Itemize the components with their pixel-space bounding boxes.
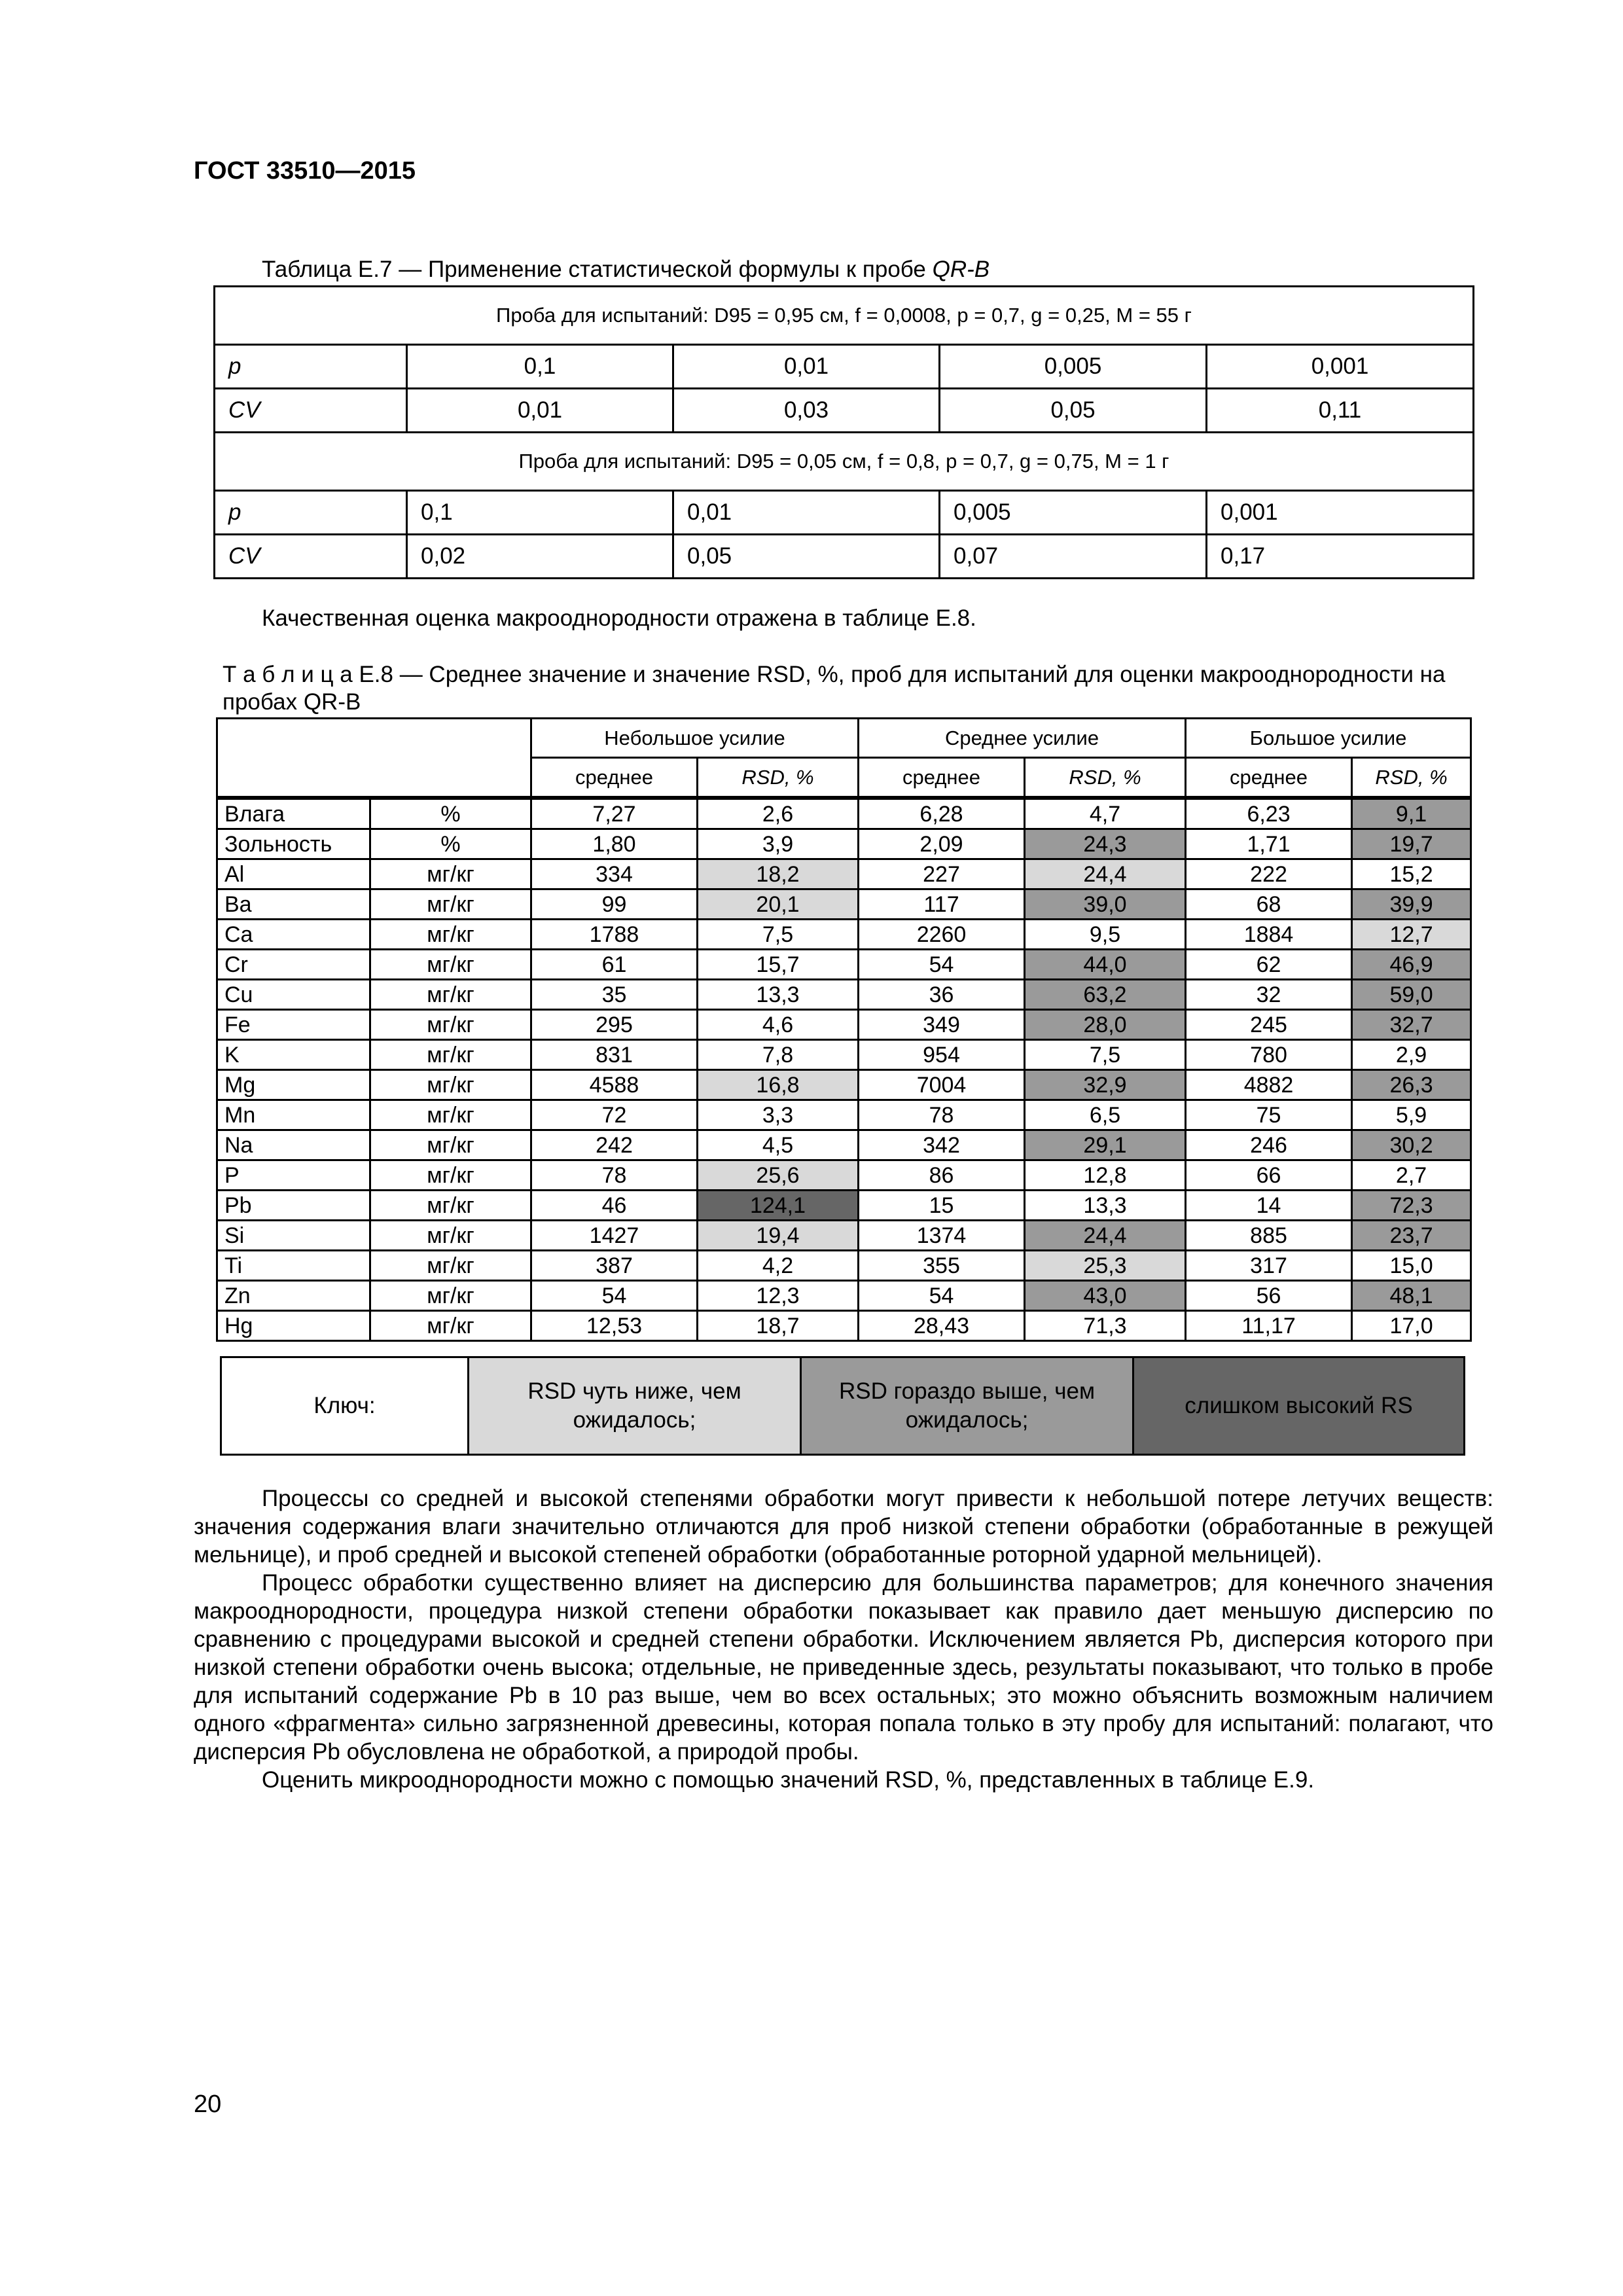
table-cell: 0,005	[940, 345, 1207, 389]
table-cell: 54	[859, 1281, 1025, 1311]
table-cell: 11,17	[1186, 1311, 1352, 1341]
table-e8	[216, 717, 1472, 1342]
table-cell: 355	[859, 1251, 1025, 1281]
table-cell: 4588	[531, 1070, 698, 1100]
table-cell: 75	[1186, 1100, 1352, 1130]
table-cell: 9,1	[1352, 798, 1471, 829]
table-cell: 28,0	[1025, 1010, 1186, 1040]
table-cell: 0,02	[407, 535, 673, 579]
table-row	[217, 1221, 1471, 1251]
table-cell: 2,6	[698, 798, 859, 829]
row-unit: %	[370, 829, 531, 859]
row-unit: %	[370, 798, 531, 829]
table-cell: 59,0	[1352, 980, 1471, 1010]
row-name: Hg	[217, 1311, 370, 1341]
table-cell: 16,8	[698, 1070, 859, 1100]
row-unit: мг/кг	[370, 950, 531, 980]
table-cell: 36	[859, 980, 1025, 1010]
table-cell: 1,80	[531, 829, 698, 859]
table-cell: 14	[1186, 1191, 1352, 1221]
table-cell: 4,2	[698, 1251, 859, 1281]
table-e7-condition-row: Проба для испытаний: D95 = 0,95 см, f = 0,0008, p = 0,7, g = 0,25, M = 55 г	[215, 287, 1474, 345]
row-label: CV	[215, 535, 407, 579]
table-row	[215, 389, 1474, 433]
table-cell: 26,3	[1352, 1070, 1471, 1100]
paragraph: Оценить микрооднородности можно с помощью значений RSD, %, представленных в таблице E.9.	[262, 1767, 1315, 1793]
legend-key-label: Ключ:	[221, 1357, 469, 1455]
table-cell: 0,001	[1207, 345, 1474, 389]
row-unit: мг/кг	[370, 889, 531, 920]
paragraph: Процесс обработки существенно влияет на дисперсию для большинства параметров; для конечного значения макрооднородности, процедура низкой степени обработки показывает как правило дает меньшую дисперсию по сравнению с процедурами высокой и средней степени обработки. Исключением является Pb, дисперсия которого при низкой степени обработки очень высока; отдельные, не приведенные здесь, результаты показывают, что только в пробе для испытаний содержание Pb в 10 раз выше, чем во всех остальных; это можно объяснить возможным наличием одного «фрагмента» сильно загрязненной древесины, которая попала только в эту пробу для испытаний: полагают, что дисперсия Pb обусловлена не обработкой, а природой пробы.	[194, 1570, 1493, 1765]
document-header: ГОСТ 33510—2015	[194, 157, 416, 185]
subheader-rsd: RSD, %	[1352, 758, 1471, 798]
table-cell: 12,7	[1352, 920, 1471, 950]
row-name: Ca	[217, 920, 370, 950]
table-cell: 24,4	[1025, 1221, 1186, 1251]
table-cell: 15,2	[1352, 859, 1471, 889]
table-cell: 4,6	[698, 1010, 859, 1040]
table-cell: 62	[1186, 950, 1352, 980]
table-cell: 7,5	[1025, 1040, 1186, 1070]
table-cell: 54	[859, 950, 1025, 980]
row-name: Ti	[217, 1251, 370, 1281]
table-e7-caption-sample: QR-B	[932, 257, 990, 282]
table-cell: 954	[859, 1040, 1025, 1070]
legend-item-too-high: слишком высокий RS	[1133, 1357, 1465, 1455]
body-text	[194, 1484, 1493, 1794]
page-number: 20	[194, 2090, 222, 2118]
table-row	[217, 1311, 1471, 1341]
table-cell: 72,3	[1352, 1191, 1471, 1221]
table-cell: 1788	[531, 920, 698, 950]
table-cell: 46,9	[1352, 950, 1471, 980]
row-unit: мг/кг	[370, 1281, 531, 1311]
table-cell: 48,1	[1352, 1281, 1471, 1311]
table-cell: 25,3	[1025, 1251, 1186, 1281]
table-cell: 61	[531, 950, 698, 980]
table-cell: 0,05	[940, 389, 1207, 433]
table-cell: 15,7	[698, 950, 859, 980]
row-unit: мг/кг	[370, 1010, 531, 1040]
table-cell: 29,1	[1025, 1130, 1186, 1160]
row-unit: мг/кг	[370, 1130, 531, 1160]
table-cell: 18,2	[698, 859, 859, 889]
row-unit: мг/кг	[370, 1251, 531, 1281]
table-row	[217, 920, 1471, 950]
table-row	[217, 1281, 1471, 1311]
table-cell: 12,53	[531, 1311, 698, 1341]
table-cell: 0,01	[673, 491, 940, 535]
table-row	[217, 1040, 1471, 1070]
row-unit: мг/кг	[370, 920, 531, 950]
subheader-rsd: RSD, %	[698, 758, 859, 798]
table-e7-caption	[262, 257, 990, 283]
table-cell: 0,07	[940, 535, 1207, 579]
row-name: Mg	[217, 1070, 370, 1100]
table-cell: 23,7	[1352, 1221, 1471, 1251]
table-cell: 20,1	[698, 889, 859, 920]
row-unit: мг/кг	[370, 1311, 531, 1341]
table-row	[217, 1251, 1471, 1281]
table-row	[217, 859, 1471, 889]
group-header-small: Небольшое усилие	[531, 719, 859, 758]
table-cell: 0,005	[940, 491, 1207, 535]
table-row	[215, 535, 1474, 579]
row-name: Влага	[217, 798, 370, 829]
table-cell: 1427	[531, 1221, 698, 1251]
row-name: K	[217, 1040, 370, 1070]
table-cell: 342	[859, 1130, 1025, 1160]
table-cell: 2,09	[859, 829, 1025, 859]
subheader-mean: среднее	[531, 758, 698, 798]
table-cell: 2,9	[1352, 1040, 1471, 1070]
table-cell: 6,5	[1025, 1100, 1186, 1130]
row-unit: мг/кг	[370, 1040, 531, 1070]
row-name: P	[217, 1160, 370, 1191]
row-name: Fe	[217, 1010, 370, 1040]
table-cell: 3,3	[698, 1100, 859, 1130]
table-cell: 0,001	[1207, 491, 1474, 535]
table-cell: 32,7	[1352, 1010, 1471, 1040]
table-cell: 0,03	[673, 389, 940, 433]
table-row	[217, 1100, 1471, 1130]
paragraph: Процессы со средней и высокой степенями обработки могут привести к небольшой потере летучих веществ: значения содержания влаги значительно отличаются для проб низкой степени обработки (обработанные в режущей мельнице), и проб средней и высокой степеней обработки (обработанные роторной ударной мельницей).	[194, 1486, 1493, 1568]
table-e7-condition-row: Проба для испытаний: D95 = 0,05 см, f = 0,8, p = 0,7, g = 0,75, M = 1 г	[215, 433, 1474, 491]
table-cell: 39,0	[1025, 889, 1186, 920]
table-cell: 72	[531, 1100, 698, 1130]
table-cell: 30,2	[1352, 1130, 1471, 1160]
row-name: Al	[217, 859, 370, 889]
table-row	[217, 1160, 1471, 1191]
table-e8-corner-cell	[217, 719, 531, 798]
table-cell: 2,7	[1352, 1160, 1471, 1191]
table-cell: 0,05	[673, 535, 940, 579]
table-cell: 780	[1186, 1040, 1352, 1070]
table-cell: 9,5	[1025, 920, 1186, 950]
table-cell: 0,1	[407, 491, 673, 535]
table-cell: 885	[1186, 1221, 1352, 1251]
table-cell: 99	[531, 889, 698, 920]
table-cell: 7,27	[531, 798, 698, 829]
table-row	[215, 491, 1474, 535]
table-e8-intro: Качественная оценка макрооднородности отражена в таблице E.8.	[262, 605, 976, 631]
legend-key-table	[220, 1356, 1465, 1456]
table-e7-caption-text: Таблица E.7 — Применение статистической формулы к пробе	[262, 257, 933, 282]
row-unit: мг/кг	[370, 1221, 531, 1251]
table-cell: 227	[859, 859, 1025, 889]
table-cell: 242	[531, 1130, 698, 1160]
table-cell: 1,71	[1186, 829, 1352, 859]
row-label: CV	[215, 389, 407, 433]
table-cell: 25,6	[698, 1160, 859, 1191]
table-cell: 387	[531, 1251, 698, 1281]
table-cell: 78	[859, 1100, 1025, 1130]
table-row	[217, 829, 1471, 859]
table-cell: 1884	[1186, 920, 1352, 950]
row-unit: мг/кг	[370, 859, 531, 889]
table-cell: 24,4	[1025, 859, 1186, 889]
legend-item-much-higher: RSD гораздо выше, чем ожидалось;	[801, 1357, 1133, 1455]
table-e7	[213, 285, 1474, 579]
table-cell: 13,3	[1025, 1191, 1186, 1221]
table-row	[217, 798, 1471, 829]
table-e8-caption: Т а б л и ц а E.8 — Среднее значение и значение RSD, %, проб для испытаний для оценки макрооднородности на пробах QR-B	[223, 662, 1446, 715]
table-cell: 86	[859, 1160, 1025, 1191]
table-cell: 35	[531, 980, 698, 1010]
table-cell: 222	[1186, 859, 1352, 889]
row-unit: мг/кг	[370, 1191, 531, 1221]
table-cell: 18,7	[698, 1311, 859, 1341]
row-name: Ba	[217, 889, 370, 920]
table-cell: 15	[859, 1191, 1025, 1221]
table-cell: 63,2	[1025, 980, 1186, 1010]
table-cell: 6,28	[859, 798, 1025, 829]
table-cell: 32,9	[1025, 1070, 1186, 1100]
table-cell: 295	[531, 1010, 698, 1040]
table-cell: 17,0	[1352, 1311, 1471, 1341]
table-cell: 19,4	[698, 1221, 859, 1251]
table-row	[217, 1070, 1471, 1100]
row-name: Mn	[217, 1100, 370, 1130]
row-name: Si	[217, 1221, 370, 1251]
table-cell: 19,7	[1352, 829, 1471, 859]
table-cell: 0,01	[673, 345, 940, 389]
row-label: p	[215, 491, 407, 535]
row-unit: мг/кг	[370, 1070, 531, 1100]
row-name: Pb	[217, 1191, 370, 1221]
table-cell: 54	[531, 1281, 698, 1311]
table-cell: 12,8	[1025, 1160, 1186, 1191]
row-name: Зольность	[217, 829, 370, 859]
table-cell: 44,0	[1025, 950, 1186, 980]
subheader-rsd: RSD, %	[1025, 758, 1186, 798]
table-row	[217, 1130, 1471, 1160]
table-cell: 4,7	[1025, 798, 1186, 829]
table-cell: 32	[1186, 980, 1352, 1010]
table-cell: 28,43	[859, 1311, 1025, 1341]
table-row	[215, 345, 1474, 389]
row-unit: мг/кг	[370, 980, 531, 1010]
table-row	[217, 980, 1471, 1010]
group-header-large: Большое усилие	[1186, 719, 1471, 758]
table-cell: 334	[531, 859, 698, 889]
table-cell: 5,9	[1352, 1100, 1471, 1130]
row-label: p	[215, 345, 407, 389]
table-row	[217, 1010, 1471, 1040]
table-cell: 7,8	[698, 1040, 859, 1070]
table-cell: 56	[1186, 1281, 1352, 1311]
table-cell: 7,5	[698, 920, 859, 950]
table-cell: 3,9	[698, 829, 859, 859]
table-cell: 78	[531, 1160, 698, 1191]
subheader-mean: среднее	[859, 758, 1025, 798]
table-cell: 6,23	[1186, 798, 1352, 829]
table-cell: 2260	[859, 920, 1025, 950]
table-cell: 7004	[859, 1070, 1025, 1100]
row-name: Na	[217, 1130, 370, 1160]
table-cell: 43,0	[1025, 1281, 1186, 1311]
table-cell: 39,9	[1352, 889, 1471, 920]
table-cell: 13,3	[698, 980, 859, 1010]
row-name: Cu	[217, 980, 370, 1010]
table-cell: 4,5	[698, 1130, 859, 1160]
table-cell: 12,3	[698, 1281, 859, 1311]
table-row	[217, 950, 1471, 980]
table-row	[217, 1191, 1471, 1221]
table-cell: 15,0	[1352, 1251, 1471, 1281]
table-cell: 831	[531, 1040, 698, 1070]
table-cell: 0,17	[1207, 535, 1474, 579]
table-cell: 0,11	[1207, 389, 1474, 433]
table-cell: 0,01	[407, 389, 673, 433]
group-header-medium: Среднее усилие	[859, 719, 1186, 758]
table-cell: 24,3	[1025, 829, 1186, 859]
table-cell: 317	[1186, 1251, 1352, 1281]
table-cell: 4882	[1186, 1070, 1352, 1100]
row-name: Cr	[217, 950, 370, 980]
row-unit: мг/кг	[370, 1160, 531, 1191]
table-cell: 46	[531, 1191, 698, 1221]
table-cell: 0,1	[407, 345, 673, 389]
table-row	[217, 889, 1471, 920]
row-unit: мг/кг	[370, 1100, 531, 1130]
row-name: Zn	[217, 1281, 370, 1311]
table-cell: 349	[859, 1010, 1025, 1040]
table-cell: 68	[1186, 889, 1352, 920]
table-cell: 71,3	[1025, 1311, 1186, 1341]
table-cell: 246	[1186, 1130, 1352, 1160]
table-cell: 66	[1186, 1160, 1352, 1191]
table-cell: 1374	[859, 1221, 1025, 1251]
legend-item-slightly-low: RSD чуть ниже, чем ожидалось;	[469, 1357, 801, 1455]
table-cell: 124,1	[698, 1191, 859, 1221]
table-cell: 245	[1186, 1010, 1352, 1040]
subheader-mean: среднее	[1186, 758, 1352, 798]
table-cell: 117	[859, 889, 1025, 920]
